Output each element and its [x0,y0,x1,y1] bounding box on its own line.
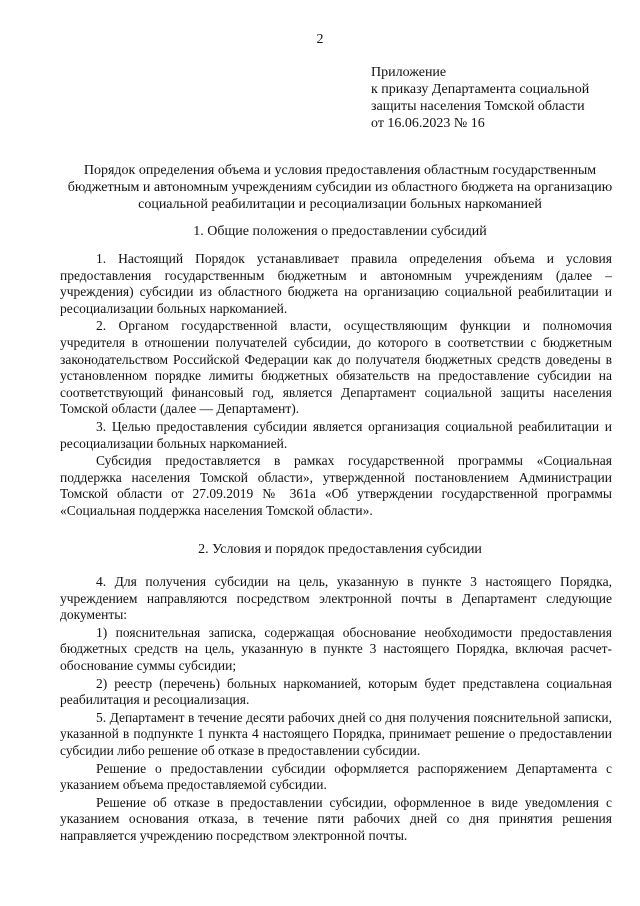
paragraph: 1. Настоящий Порядок устанавливает правила определения объема и условия предоставления государственным бюджетным и автономным учреждениям (далее – учреждения) субсидии из областного бюджета на организацию социальной реабилитации и ресоциализации больных наркоманией. [60,251,612,316]
paragraph: 1) пояснительная записка, содержащая обоснование необходимости предоставления бюджетных средств на цель, указанную в пункте 3 настоящего Порядка, включая расчет-обоснование суммы субсидии; [60,624,612,673]
paragraph: Субсидия предоставляется в рамках государственной программы «Социальная поддержка населения Томской области», утвержденной постановлением Администрации Томской области от 27.09.2019 № 361а «Об утверждении государственной программы «Социальная поддержка населения Томской области». [60,453,612,518]
section-1-body [60,251,612,520]
appendix-line: к приказу Департамента социальной [371,82,590,97]
paragraph: 3. Целью предоставления субсидии является организация социальной реабилитации и ресоциализации больных наркоманией. [60,418,612,451]
section-2-body [60,574,612,845]
appendix-line: защиты населения Томской области [371,99,585,114]
paragraph: Решение о предоставлении субсидии оформляется распоряжением Департамента с указанием объема предоставляемой субсидии. [60,760,612,793]
section-1-heading: 1. Общие положения о предоставлении субсидий [193,224,487,239]
document-title: Порядок определения объема и условия предоставления областным государственным бюджетным и автономным учреждениям субсидии из областного бюджета на организацию социальной реабилитации и ресоциализации больных наркоманией [67,163,613,212]
section-2-heading: 2. Условия и порядок предоставления субсидии [198,542,482,557]
paragraph: 4. Для получения субсидии на цель, указанную в пункте 3 настоящего Порядка, учреждением направляются посредством электронной почты в Департамент следующие документы: [60,574,612,623]
appendix-line: Приложение [371,65,447,80]
page-number: 2 [316,32,324,47]
appendix-block [371,64,621,132]
paragraph: Решение об отказе в предоставлении субсидии, оформленное в виде уведомления с указанием основания отказа, в течение пяти рабочих дней со дня принятия решения направляется учреждению посредством электронной почты. [60,794,612,843]
appendix-date-line: от 16.06.2023 № 16 [371,116,485,131]
paragraph: 2) реестр (перечень) больных наркоманией, которым будет представлена социальная реабилитация и ресоциализация. [60,675,612,708]
paragraph: 5. Департамент в течение десяти рабочих дней со дня получения пояснительной записки, указанной в подпункте 1 пункта 4 настоящего Порядка, принимает решение о предоставлении субсидии либо решение об отказе в предоставлении субсидии. [60,709,612,758]
paragraph: 2. Органом государственной власти, осуществляющим функции и полномочия учредителя в отношении получателей субсидии, до которого в соответствии с бюджетным законодательством Российской Федерации как до получателя бюджетных средств доведены в установленном порядке лимиты бюджетных обязательств на предоставление субсидии на соответствующий финансовый год, является Департамент социальной защиты населения Томской области (далее — Департамент). [60,318,612,417]
